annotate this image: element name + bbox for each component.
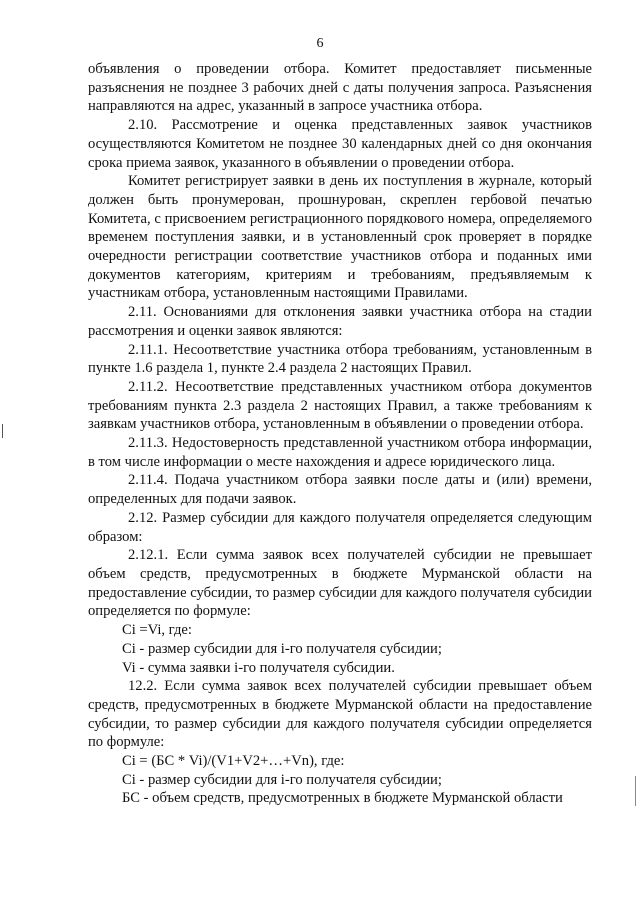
scan-edge-mark-left <box>2 424 3 438</box>
formula-2: Ci = (БС * Vi)/(V1+V2+…+Vn), где: <box>122 753 345 770</box>
formula-1-vi-definition: Vi - сумма заявки i-го получателя субсидии. <box>122 659 395 676</box>
document-body <box>88 60 592 808</box>
paragraph-continuation: объявления о проведении отбора. Комитет предоставляет письменные разъяснения не позднее 3 рабочих дней с даты получения запроса. Разъяснения направляются на адрес, указанный в запросе участника отбора. <box>88 61 592 115</box>
scan-edge-mark-right <box>635 776 636 806</box>
paragraph-2-12-1: 2.12.1. Если сумма заявок всех получателей субсидии не превышает объем средств, предусмотренных в бюджете Мурманской области на предоставление субсидии, то размер субсидии для каждого получателя субсидии определяется по формуле: <box>88 547 592 620</box>
paragraph-registration: Комитет регистрирует заявки в день их поступления в журнале, который должен быть пронумерован, прошнурован, скреплен гербовой печатью Комитета, с присвоением регистрационного порядкового номера, определяемого временем поступления заявки, и в установленный срок проверяет в порядке очередности регистрации соответствие участников отбора и поданных ими документов категориям, критериям и требованиям, предъявляемым к участникам отбора, установленным настоящими Правилами. <box>88 173 592 302</box>
paragraph-2-11-4: 2.11.4. Подача участником отбора заявки после даты и (или) времени, определенных для подачи заявок. <box>88 472 592 508</box>
paragraph-2-11-2: 2.11.2. Несоответствие представленных участником отбора документов требованиям пункта 2.3 раздела 2 настоящих Правил, а также требованиям к заявкам участников отбора, установленным в объявлении о проведении отбора. <box>88 378 592 433</box>
paragraph-2-12: 2.12. Размер субсидии для каждого получателя определяется следующим образом: <box>88 509 592 545</box>
paragraph-12-2: 12.2. Если сумма заявок всех получателей субсидии превышает объем средств, предусмотренных в бюджете Мурманской области на предоставление субсидии, то размер субсидии для каждого получателя субсидии определяется по формуле: <box>88 678 592 751</box>
formula-1: Ci =Vi, где: <box>122 622 192 639</box>
formula-1-ci-definition: Ci - размер субсидии для i-го получателя субсидии; <box>122 640 442 657</box>
formula-2-bs-definition: БС - объем средств, предусмотренных в бюджете Мурманской области <box>122 790 563 807</box>
paragraph-2-11-3: 2.11.3. Недостоверность представленной участником отбора информации, в том числе информации о месте нахождения и адресе юридического лица. <box>88 435 592 470</box>
formula-2-ci-definition: Ci - размер субсидии для i-го получателя субсидии; <box>122 771 442 788</box>
paragraph-2-10: 2.10. Рассмотрение и оценка представленных заявок участников осуществляются Комитетом не позднее 30 календарных дней со дня окончания срока приема заявок, указанного в объявлении о проведении отбора. <box>88 117 592 171</box>
paragraph-2-11-1: 2.11.1. Несоответствие участника отбора требованиям, установленным в пункте 1.6 раздела 1, пункте 2.4 раздела 2 настоящих Правил. <box>88 341 592 377</box>
page-number: 6 <box>316 36 324 51</box>
paragraph-2-11: 2.11. Основаниями для отклонения заявки участника отбора на стадии рассмотрения и оценки заявок являются: <box>88 304 592 339</box>
